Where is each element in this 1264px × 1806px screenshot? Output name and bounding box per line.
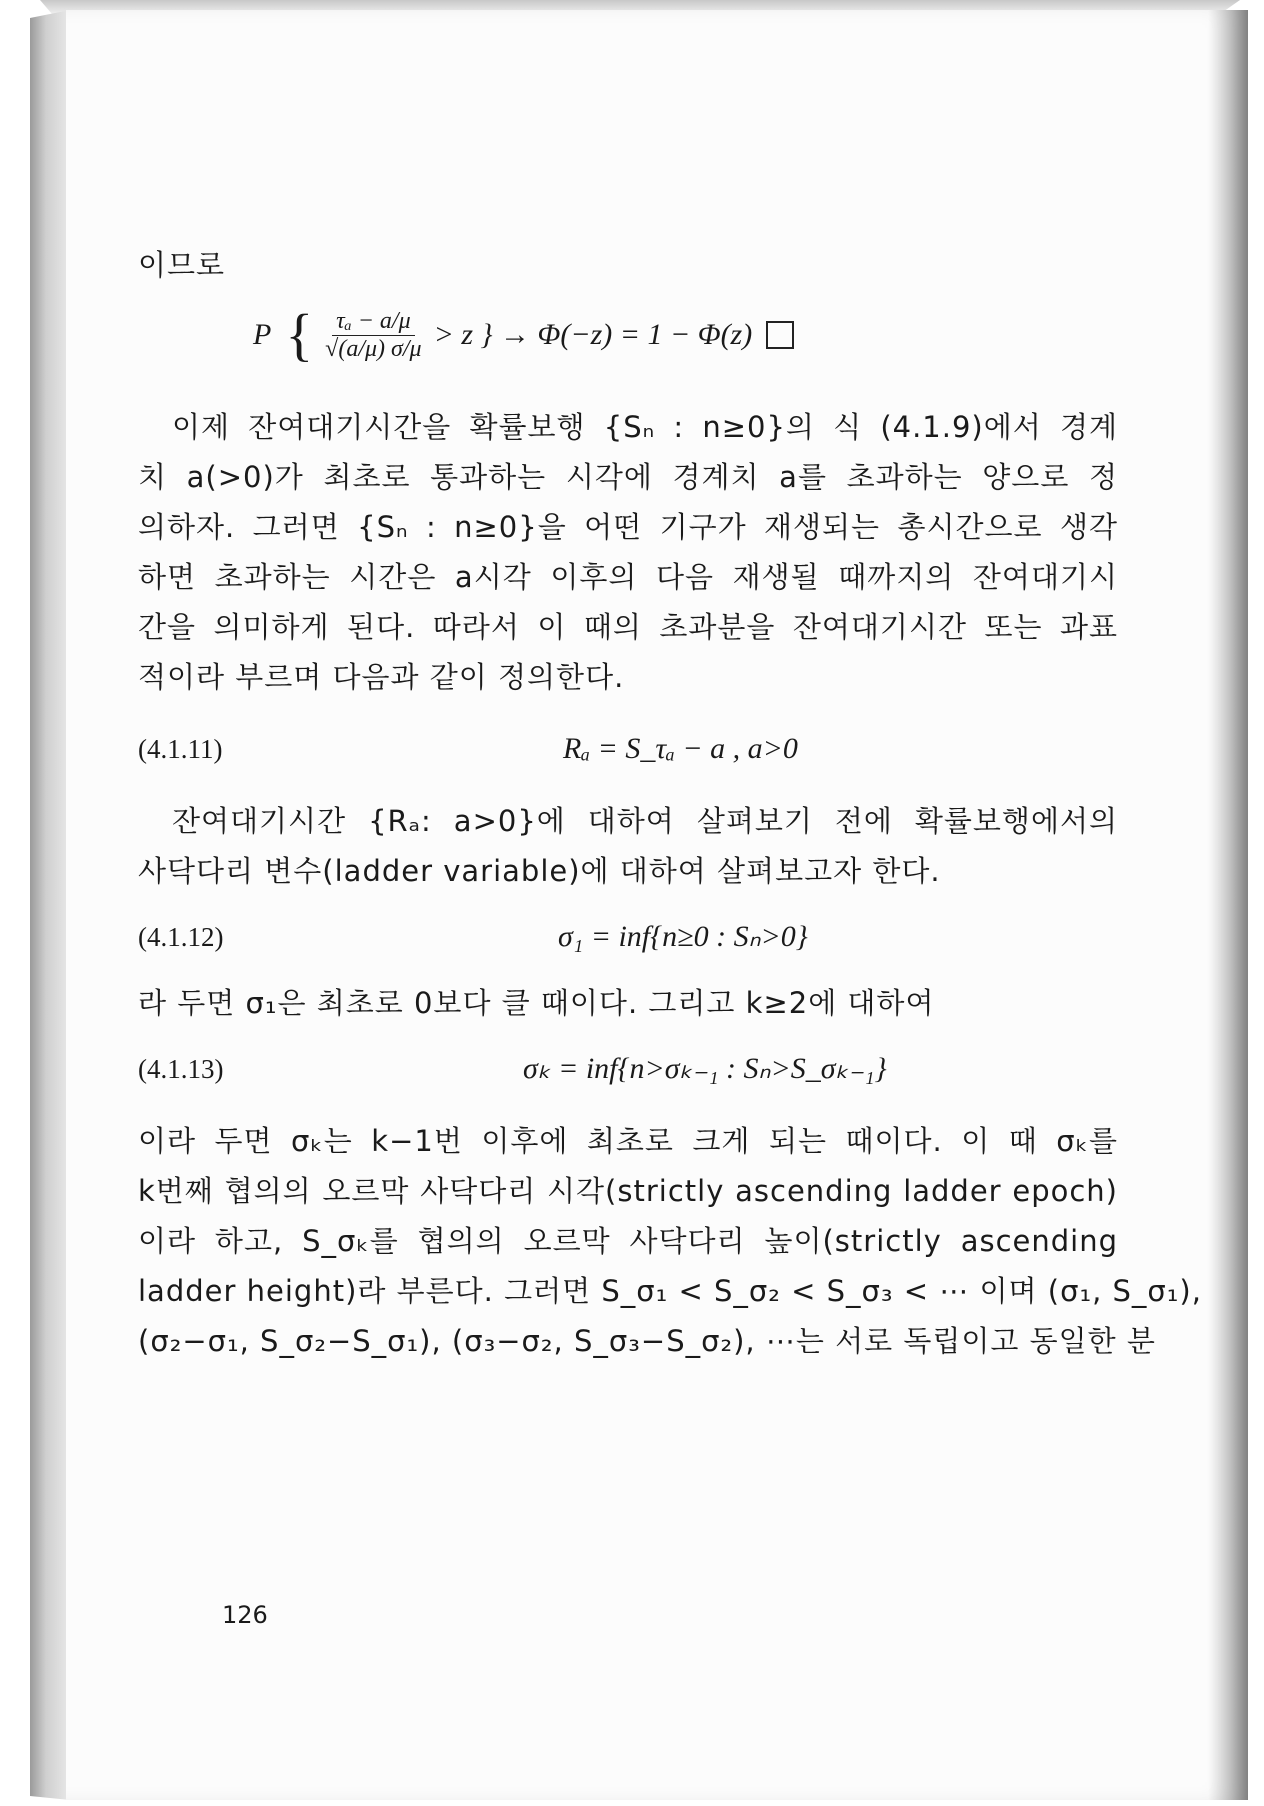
equation-expression: σ₁ = inf{n≥0 : Sₙ>0} <box>558 920 808 953</box>
equation-number: (4.1.11) <box>138 734 223 764</box>
equation-expression: Rₐ = S_τₐ − a , a>0 <box>563 732 798 765</box>
formula-fraction <box>321 308 425 363</box>
formula-open-brace: { <box>285 302 314 367</box>
para4-line: k번째 협의의 오르막 사닥다리 시각(strictly ascending ladder epoch) <box>138 1174 1118 1208</box>
para2-line: 사닥다리 변수(ladder variable)에 대하여 살펴보고자 한다. <box>138 854 941 888</box>
equation-4-1-13 <box>138 1044 1118 1094</box>
para1-line: 간을 의미하게 된다. 따라서 이 때의 초과분을 잔여대기시간 또는 과표 <box>138 610 1118 644</box>
page-number: 126 <box>222 1601 268 1629</box>
para1-line: 하면 초과하는 시간은 a시각 이후의 다음 재생될 때까지의 잔여대기시 <box>138 560 1118 594</box>
equation-expression: σₖ = inf{n>σₖ₋₁ : Sₙ>S_σₖ₋₁} <box>523 1052 887 1085</box>
para1-line: 이제 잔여대기시간을 확률보행 {Sₙ : n≥0}의 식 (4.1.9)에서 경계 <box>172 410 1118 444</box>
book-page-edges <box>30 10 70 1800</box>
equation-number: (4.1.12) <box>138 922 224 952</box>
equation-number: (4.1.13) <box>138 1054 224 1084</box>
para4-line: (σ₂−σ₁, S_σ₂−S_σ₁), (σ₃−σ₂, S_σ₃−S_σ₂), ⋯는 서로 독립이고 동일한 분 <box>138 1324 1156 1358</box>
formula-suffix: > z } → Φ(−z) = 1 − Φ(z) <box>433 318 753 351</box>
para2-line: 잔여대기시간 {Rₐ: a>0}에 대하여 살펴보기 전에 확률보행에서의 <box>172 804 1118 838</box>
formula-numerator: τₐ − a/μ <box>332 308 415 336</box>
para4-line: 이라 하고, S_σₖ를 협의의 오르막 사닥다리 높이(strictly ascending <box>138 1224 1118 1258</box>
qed-square-icon <box>766 321 794 349</box>
para1-line: 의하자. 그러면 {Sₙ : n≥0}을 어떤 기구가 재생되는 총시간으로 생각 <box>138 510 1118 544</box>
equation-4-1-11 <box>138 724 1118 774</box>
page-gutter-shadow <box>1208 10 1248 1800</box>
para1-line: 치 a(>0)가 최초로 통과하는 시각에 경계치 a를 초과하는 양으로 정 <box>138 460 1118 494</box>
formula-prefix: P <box>253 318 272 351</box>
para4-line: 이라 두면 σₖ는 k−1번 이후에 최초로 크게 되는 때이다. 이 때 σₖ를 <box>138 1124 1118 1158</box>
para1-line: 적이라 부르며 다음과 같이 정의한다. <box>138 660 625 694</box>
intro-text: 이므로 <box>138 248 226 282</box>
formula-denominator: √(a/μ) σ/μ <box>325 335 422 362</box>
page-body <box>138 240 1202 1366</box>
para4-line: ladder height)라 부른다. 그러면 S_σ₁ < S_σ₂ < S_σ₃ < ⋯ 이며 (σ₁, S_σ₁), <box>138 1274 1202 1308</box>
equation-4-1-12 <box>138 912 1118 962</box>
limit-formula <box>138 290 1118 380</box>
para3-line: 라 두면 σ₁은 최초로 0보다 클 때이다. 그리고 k≥2에 대하여 <box>138 986 935 1020</box>
